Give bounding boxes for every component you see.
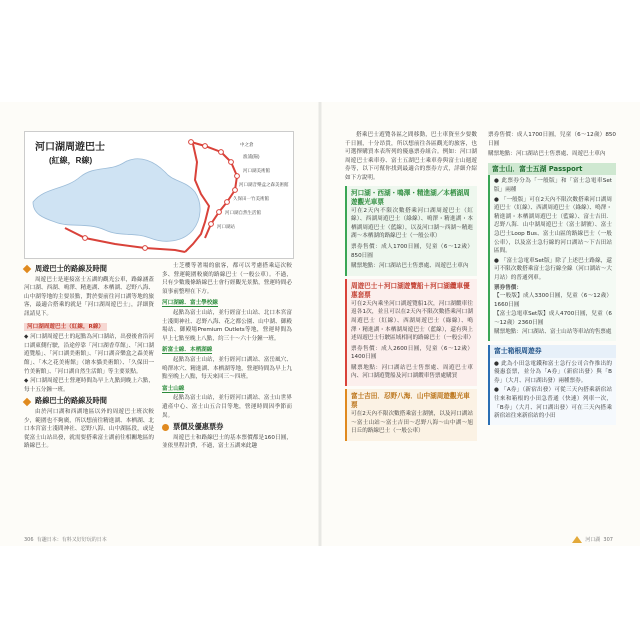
ticket-body: 可在2天內不限次數搭乘富士湖號，以及河口湖站～富士山站～富士吉田～忍野八海～山中湖～旭日丘的路線巴士（一般公車）: [351, 411, 473, 435]
stop-marker: [83, 236, 88, 241]
list-item: ● 「富士急電車Set版」除了上述巴士路線，還可不限次數搭乘富士急行線全線（河口湖站～大月站）的普通列車。: [494, 257, 612, 281]
price-label: 票券售價：: [494, 284, 522, 291]
ticket-buy: 購票地點：河口湖站巴士售票處、周遊巴士車內: [488, 151, 606, 158]
stop-label: 河口湖站: [217, 224, 235, 229]
list-item: ◆ 河口湖周遊巴士營運時間為早上九點到晚上六點，每十五分鐘一班。: [24, 378, 154, 393]
left-column-1: [24, 262, 154, 453]
route-map: [24, 131, 294, 259]
route-title: 富士山線: [162, 385, 185, 392]
map-subtitle: (紅線，R線): [49, 156, 93, 165]
price-line: 【富士急電車Set版】成人4700日圓，兒童（6～12歲）2360日圓: [494, 311, 612, 326]
diamond-bullet-icon: [23, 397, 31, 405]
stop-label: 河口湖自然生活館: [225, 210, 261, 215]
list-item: ● 此票券分為「一般版」和「富士急電車Set版」兩種: [494, 178, 612, 193]
route-title: 新富士線．本栖湖線: [162, 347, 213, 354]
ticket-body: 可在2天內不限次數搭乘河口湖周遊巴士（紅線）、西湖周遊巴士（綠線）、鳴澤・精進湖・本栖湖周遊巴士（藍線），以及河口湖～西湖～精進湖～本栖湖的路線巴士（一般公車）: [351, 207, 473, 240]
stop-label: 久保田一竹美術館: [233, 196, 269, 201]
passport-box: [488, 175, 616, 341]
ticket-title: 河口湖・西湖・鳴澤・精進湖／本栖湖周遊觀光車票: [351, 188, 470, 206]
section-label: 河口湖: [585, 537, 601, 543]
section-heading-tickets: 票價及優惠票券: [162, 423, 292, 432]
paragraph: 起點為富士山站，並行經河口湖站、富岳風穴、鳴澤冰穴、精進湖、本栖湖等地，營運時間為早上九點至晚上八點，每天來回三～四班。: [162, 356, 292, 381]
list-item: ● 此為小田急電鐵和富士急行公司合作推出的優惠套票，並分為「A券」（新宿出發）與「B券」（大月、河口湖出發）兩種票券。: [494, 360, 612, 384]
paragraph: 搭乘巴士遊覽各區之間移動，巴士車資至少要數千日圓，十分昂貴，所以想前往各區觀光的旅客，也可選擇購買本表所列的優惠票券組合。例如：河口湖周遊巴士乘車券、富士五湖巴士乘車券與富士山週遊券等，以下可幫你找到最適合的票券方式，詳細介紹如下方說明。: [345, 132, 477, 181]
lake-shape: [33, 159, 200, 242]
stop-marker: [143, 246, 148, 251]
stop-marker: [219, 150, 224, 155]
ticket-box-green: [345, 186, 477, 276]
left-column-2: [162, 262, 292, 453]
stop-label: 河口湖美術館: [243, 168, 270, 173]
paragraph: 起點為富士山站，並行經河口湖站、富士山世界遺產中心、富士山五合目等地，營運時間因季節而異。: [162, 395, 292, 419]
stop-label: 漁浦(陽): [243, 154, 260, 159]
ticket-body: 可在2天內乘坐河口湖遊覽船1次，河口湖纜車往返各1次，並且可以在2天內不限次數搭乘河口湖周遊巴士（紅線）、西湖周遊巴士（綠線）、鳴澤・精進湖・本栖湖周遊巴士（藍線），還有與上述周遊巴士行駛區域相同的路線巴士（一般公車）: [351, 300, 475, 342]
ticket-buy: 購票地點：河口湖站巴士售票處、周遊巴士車內、河口湖遊覽船及河口湖纜車售票處購買: [351, 364, 473, 380]
right-column-1: [345, 131, 477, 444]
passport-title: 富士山．富士五湖 Passport: [488, 163, 616, 176]
paragraph: 由於河口湖和西湖地區以外的周遊巴士班次較少，範圍也不夠廣，所以想前往精進湖、本栖湖、北口本宮富士淺間神社、忍野八海、山中湖區段，或是從富士山站出發，就需要搭乘富士湖前往相關地區的路線巴士。: [24, 408, 154, 450]
paragraph: 士芝櫻等著場的旅客，都可以考慮搭乘這次較多、營運範圍較廣的路線巴士（一般公車）。不過，只有少數幾條路線巴士會行經觀光景點，營運時間必須事前整理在下方。: [162, 263, 292, 295]
mountain-icon: [572, 536, 582, 543]
red-line-label: 河口湖周遊巴士（紅線，R線）: [24, 323, 107, 332]
section-heading-routes: 周遊巴士的路線及時間: [24, 265, 154, 274]
book-title: 有趣日本：有料又好好玩的日本: [36, 537, 107, 543]
ticket-price: 票券售價：成人2600日圓，兒童（6～12歲）1400日圓: [351, 345, 473, 361]
coin-icon: [162, 424, 169, 431]
paragraph: 周遊巴士和路線巴士的基本票價都是160日圓，並依里程計費，不過，富士五湖來此趣: [162, 434, 292, 450]
route-title: 河口湖線．富士學校線: [162, 300, 218, 307]
section-heading-line-bus: 路線巴士的路線及時間: [24, 397, 154, 406]
stop-marker: [217, 210, 222, 215]
stop-marker: [189, 140, 194, 145]
ticket-box-red: [345, 279, 477, 386]
ticket-price: 票券售價：成人1700日圓，兒童（6～12歲）850日圓: [488, 132, 616, 147]
book-gutter: [318, 102, 322, 546]
route-map-drawing: [25, 132, 293, 258]
stop-marker: [209, 222, 214, 227]
stop-marker: [203, 144, 208, 149]
ticket-box-orange: [345, 389, 477, 441]
stop-marker: [229, 160, 234, 165]
stop-marker: [233, 188, 238, 193]
right-folio: [572, 536, 613, 543]
diamond-bullet-icon: [23, 265, 31, 273]
price-line: 【一般版】成人3300日圓，兒童（6～12歲）1660日圓: [494, 293, 612, 308]
ticket-buy: 購票地點：河口湖站巴士售票處、周遊巴士車內: [351, 263, 469, 270]
page-number: 306: [24, 537, 34, 543]
page-number: 307: [603, 537, 613, 543]
map-title: 河口湖周遊巴士: [35, 142, 105, 153]
stop-label: 中之倉: [240, 142, 254, 147]
ticket-price: 票券售價：成人1700日圓，兒童（6～12歲）850日圓: [351, 243, 473, 259]
stop-label: 河口湖音樂盒之森美術館: [239, 182, 289, 187]
stop-marker: [235, 174, 240, 179]
hakone-title: 富士箱根周遊券: [488, 345, 616, 358]
hakone-box: [488, 358, 616, 425]
paragraph: 起點為富士山站，並行經富士山站、北口本宮富士淺間神社、忍野八海、花之都公園、山中湖、御殿場站、御殿場Premium Outlets等地，營運時間為早上七點至晚上八點，約三十～六十分鐘一班。: [162, 309, 292, 342]
stop-marker: [225, 200, 230, 205]
list-item: ● 「一般版」可在2天內不限次數搭乘河口湖周遊巴士（紅線）、西湖周遊巴士（綠線）、鳴澤・精進湖・本栖湖周遊巴士（藍線）、富士吉田．忍野八海．山中湖周遊巴士（富士湖號）、富士急巴士Loop Bus、富士山區的路線巴士（一般公車），以及富士急行線的河口湖站～下吉田站區間。: [494, 196, 612, 255]
ticket-buy: 購票地點：河口湖站、富士山站等車站的售票處: [494, 329, 612, 336]
right-column-2: [488, 131, 616, 425]
list-item: ● 「A券」（新宿出發）可從三天內搭乘新宿站往來和箱根的小田急普通（快速）列車一次，「B券」（大月、河口湖出發）可在三天內搭乘新宿站往來新宿站的小田: [494, 387, 612, 420]
paragraph: 周遊巴士是連接富士五湖的觀光公車，路線涵蓋河口湖、西湖、鳴澤、精進湖、本栖湖、忍野八海、山中湖等地的主要景點，對於要前往河口湖等地的旅客，最適合搭乘的就是「河口湖周遊巴士」，詳細資訊請見下。: [24, 276, 154, 317]
list-item: ◆ 河口湖周遊巴士的起點為河口湖站，出發後會沿河口湖東側行駛，沿途停靠「河口湖香草館」、「河口湖遊覽船」、「河口湖美術館」、「河口湖音樂盒之森美術館」、「木之花美術館」（繪本貓美術館）、「久保田一竹美術館」、「河口湖自然生活館」等主要景點。: [24, 334, 154, 375]
left-folio: [24, 536, 107, 543]
ticket-title: 富士吉田．忍野八海．山中湖周遊觀光車票: [351, 392, 470, 410]
ticket-title: 周遊巴士＋河口湖遊覽船＋河口湖纜車優惠套票: [351, 281, 470, 299]
